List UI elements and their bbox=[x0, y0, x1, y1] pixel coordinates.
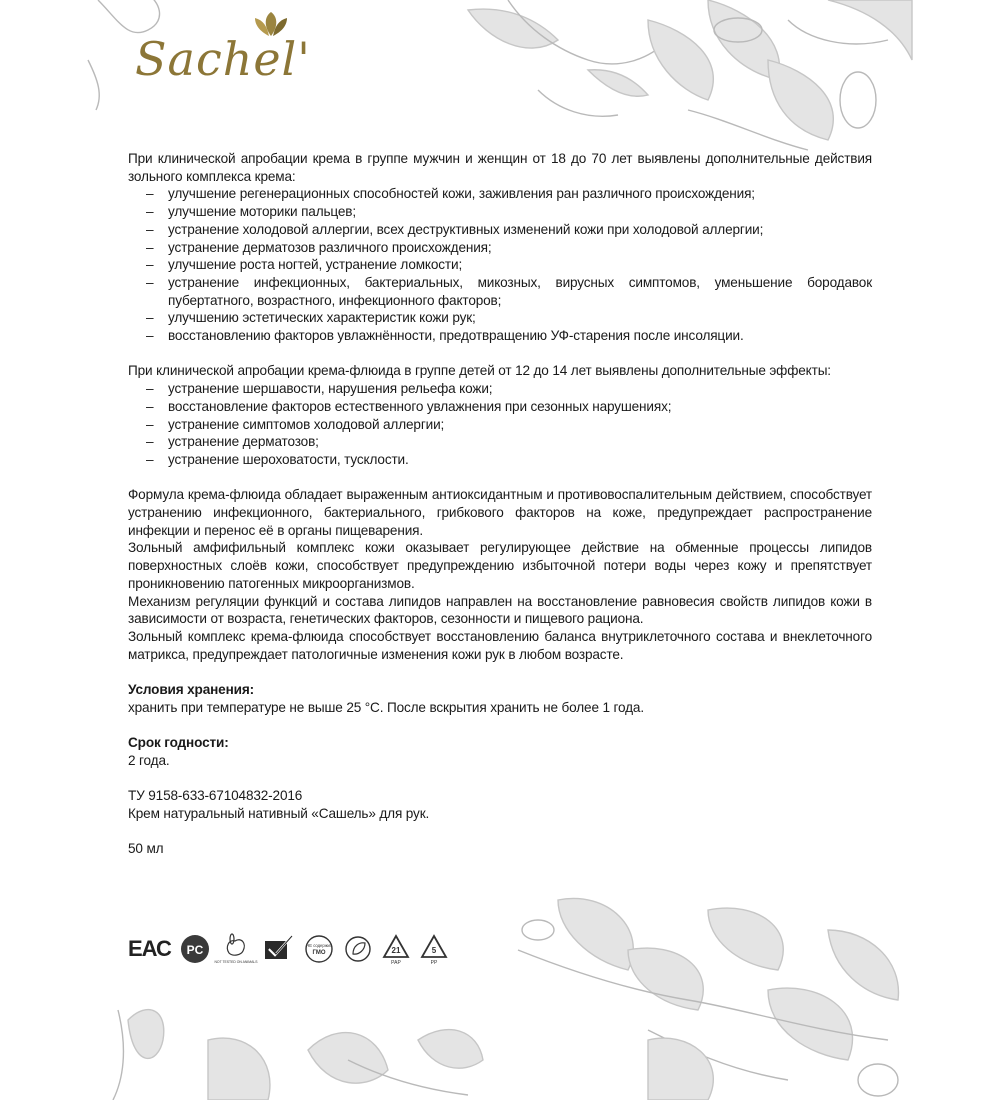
eco-check-icon bbox=[261, 933, 295, 965]
svg-text:5: 5 bbox=[431, 946, 437, 955]
brand-logo-text: Sachel' bbox=[135, 32, 311, 86]
brand-logo bbox=[135, 10, 345, 90]
svg-text:PC: PC bbox=[186, 943, 204, 957]
product-name: Крем натуральный нативный «Сашель» для рук. bbox=[128, 805, 430, 821]
shelf-life-section bbox=[128, 734, 872, 769]
shelf-life-text: 2 года. bbox=[128, 752, 170, 768]
storage-heading: Условия хранения: bbox=[128, 682, 255, 698]
list-item: – улучшению эстетических характеристик кожи рук; bbox=[128, 309, 872, 327]
list-item: – устранение симптомов холодовой аллергии; bbox=[128, 416, 872, 434]
adult-effects-list bbox=[128, 185, 872, 344]
description-paragraph: Формула крема-флюида обладает выраженным антиоксидантным и противовоспалительным действием, способствует устранению инфекционного, бактериального, грибкового факторов на коже, предупреждает распространение инфекции и перенос её в органы пищеварения. bbox=[128, 487, 872, 538]
tu-number: ТУ 9158-633-67104832-2016 bbox=[128, 788, 303, 804]
list-item: – устранение инфекционных, бактериальных, микозных, вирусных симптомов, уменьшение бородавок пубертатного, возрастного, инфекционного факторов; bbox=[128, 274, 872, 309]
description-paragraph: Зольный комплекс крема-флюида способствует восстановлению баланса внутриклеточного состава и внеклеточного матрикса, предупреждает патологичные изменения кожи рук в любом возрасте. bbox=[128, 628, 872, 662]
list-item: – устранение шероховатости, тусклости. bbox=[128, 451, 872, 469]
list-item: – восстановлению факторов увлажнённости, предотвращению УФ-старения после инсоляции. bbox=[128, 327, 872, 345]
svg-text:PAP: PAP bbox=[391, 960, 401, 966]
not-tested-on-animals-icon bbox=[214, 933, 258, 965]
natural-leaf-icon bbox=[343, 934, 373, 964]
children-trial-intro: При клинической апробации крема-флюида в группе детей от 12 до 14 лет выявлены дополнительные эффекты: bbox=[128, 363, 831, 379]
svg-text:НЕ содержит: НЕ содержит bbox=[306, 943, 332, 948]
product-description bbox=[128, 150, 872, 876]
recycle-5-pp-icon bbox=[419, 933, 449, 965]
list-item: – устранение дерматозов различного происхождения; bbox=[128, 239, 872, 257]
certification-icons bbox=[128, 932, 449, 966]
svg-text:21: 21 bbox=[391, 946, 401, 955]
description-paragraph: Зольный амфифильный комплекс кожи оказывает регулирующее действие на обменные процессы липидов поверхностных слоёв кожи, способствует предупреждению избыточной потери воды через кожу и препятствует проникновению патогенных микроорганизмов. bbox=[128, 540, 872, 591]
volume-text: 50 мл bbox=[128, 841, 164, 857]
list-item: – восстановление факторов естественного увлажнения при сезонных нарушениях; bbox=[128, 398, 872, 416]
children-trial-section bbox=[128, 362, 872, 468]
eac-mark-icon: ЕАС bbox=[128, 936, 171, 961]
list-item: – устранение холодовой аллергии, всех деструктивных изменений кожи при холодовой аллергии; bbox=[128, 221, 872, 239]
recycle-21-pap-icon bbox=[381, 933, 411, 965]
list-item: – улучшение роста ногтей, устранение ломкости; bbox=[128, 256, 872, 274]
formula-description-section bbox=[128, 486, 872, 663]
rst-certification-icon bbox=[179, 933, 211, 965]
list-item: – устранение шершавости, нарушения рельефа кожи; bbox=[128, 380, 872, 398]
svg-text:ГМО: ГМО bbox=[312, 950, 326, 956]
volume-section bbox=[128, 840, 872, 858]
svg-text:NOT TESTED ON ANIMALS: NOT TESTED ON ANIMALS bbox=[214, 960, 258, 964]
specification-section bbox=[128, 787, 872, 822]
no-gmo-icon bbox=[303, 933, 335, 965]
shelf-life-heading: Срок годности: bbox=[128, 735, 229, 751]
list-item: – улучшение регенерационных способностей кожи, заживления ран различного происхождения; bbox=[128, 185, 872, 203]
description-paragraph: Механизм регуляции функций и состава липидов направлен на восстановление равновесия свойств липидов кожи в зависимости от возраста, генетических факторов, сезонности и пищевого рациона. bbox=[128, 593, 872, 627]
list-item: – устранение дерматозов; bbox=[128, 433, 872, 451]
adult-trial-section bbox=[128, 150, 872, 345]
list-item: – улучшение моторики пальцев; bbox=[128, 203, 872, 221]
storage-text: хранить при температуре не выше 25 °С. После вскрытия хранить не более 1 года. bbox=[128, 699, 644, 715]
svg-text:PP: PP bbox=[430, 960, 438, 966]
children-effects-list bbox=[128, 380, 872, 469]
adult-trial-intro: При клинической апробации крема в группе мужчин и женщин от 18 до 70 лет выявлены дополнительные действия зольного комплекса крема: bbox=[128, 151, 872, 184]
storage-section bbox=[128, 681, 872, 716]
